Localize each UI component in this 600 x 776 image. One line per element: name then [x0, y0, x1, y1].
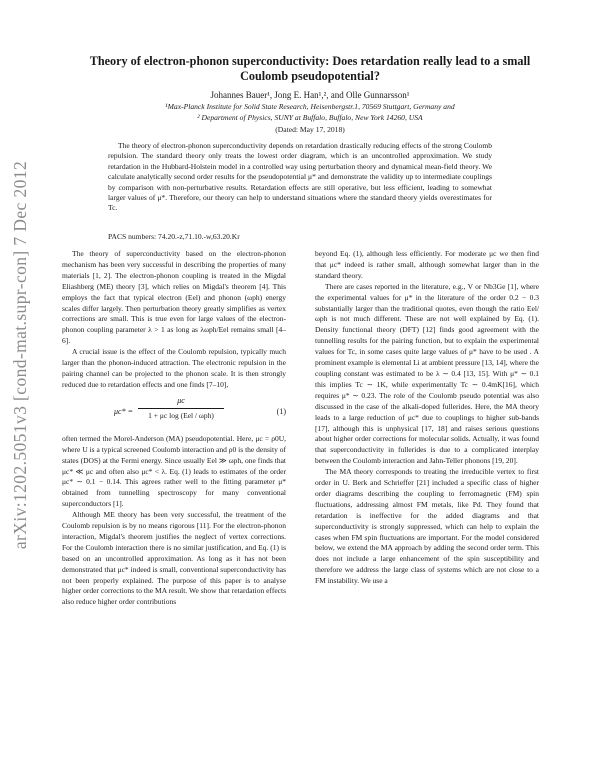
intro-paragraph-1: The theory of superconductivity based on the electron-phonon mechanism has been very successful in describing the properties of many materials [1, 2]. The electron-phonon coupling is treated in the Migdal Eliashberg (ME) theory [3], which relies on Migdal's theorem [4]. This employs the fact that typical electron (Eel) and phonon (ωph) energy scales differ largely. Then perturbation theory greatly simplifies as vertex corrections are small. This is true even for large values of the electron-phonon coupling parameter λ > 1 as long as λωph/Eel remains small [4–6].	[62, 249, 286, 346]
equation-1	[62, 395, 286, 431]
equation-denominator: 1 + μc log (Eel / ωph)	[148, 410, 214, 420]
abstract: The theory of electron-phonon superconductivity depends on retardation drastically reducing effects of the strong Coulomb repulsion. The standard theory only treats the lowest order diagram, which is an uncontrolled approximation. We study retardation in the Hubbard-Holstein model in a controlled way using perturbation theory and dynamical mean-field theory. We calculate analytically second order results for the pseudopotential μ* and demonstrate the validity up to intermediate couplings by comparison with non-perturbative results. Retardation effects are still operative, but less efficient, leading to somewhat larger values of μ*. Therefore, our theory can help to understand situations where the standard theory yields overestimates for Tc.	[108, 141, 492, 213]
left-column	[62, 249, 286, 608]
pacs-numbers: PACS numbers: 74.20.-z,71.10.-w,63.20.Kr	[108, 232, 240, 241]
authors: Johannes Bauer¹, Jong E. Han¹,², and Olle Gunnarsson¹	[210, 90, 410, 100]
affiliations	[60, 101, 560, 123]
equation-fraction	[138, 396, 224, 422]
title-line-2: Coulomb pseudopotential?	[240, 69, 380, 83]
intro-paragraph-6: There are cases reported in the literature, e.g., V or Nb3Ge [1], where the experimental values for μ* in the literature of the order 0.2 − 0.3 substantially larger than the traditional quotes, even though the ratio Eel/ωph is not much different. These are not well explained by Eq. (1). Density functional theory (DFT) [12] finds good agreement with the tunnelling results for the pairing function, but to explain the experimental values for Tc, in some cases quite large values of μ* have to be used . A prominent example is elemental Li at ambient pressure [13, 14], where the coupling constant was estimated to be λ ∼ 0.4 [13, 15]. With μ* ∼ 0.1 this implies Tc ∼ 1K, while experimentally Tc ∼ 0.4mK[16], which requires μ* ∼ 0.23. The role of the Coulomb pseudo potential was also discussed in the case of the alkali-doped fullerides. Here, the MA theory leads to a large reduction of μc* due to couplings to higher sub-bands [17], although this is unphysical [17, 18] and raises serious questions about higher order corrections for molecular solids. Actually, it was found that superconductivity in fullerides is due to a complicated interplay between the Coulomb interaction and Jahn-Teller phonons [19, 20].	[315, 281, 539, 466]
intro-paragraph-2: A crucial issue is the effect of the Coulomb repulsion, typically much larger than the phonon-induced attraction. The electronic repulsion in the pairing channel can be projected to the phonon scale. It is then strongly reduced due to retardation effects and one finds [7–10],	[62, 347, 286, 389]
intro-paragraph-3: often termed the Morel-Anderson (MA) pseudopotential. Here, μc = ρ0U, where U is a typical screened Coulomb interaction and ρ0 is the density of states (DOS) at the Fermi energy. Since usually Eel ≫ ωph, one finds that μc* ≪ μc and often also μc* < λ. Eq. (1) leads to estimates of the order μc* ∼ 0.1 − 0.14. This agrees rather well to the fitting parameter μ* obtained from tunnelling spectroscopy for many conventional superconductors [1].	[62, 433, 286, 509]
intro-paragraph-7: The MA theory corresponds to treating the irreducible vertex to first order in U. Berk and Schrieffer [21] included a specific class of higher order diagrams describing the coupling to ferromagnetic (FM) spin fluctuations, addressing almost FM metals, like Pd. They found that retardation is ineffective for the added diagrams and that superconductivity is strongly suppressed, which can help to explain the cases when FM spin fluctuations are important. For the model considered below, we extend the MA approach by adding the second order term. This does not include a large enhancement of the spin susceptibility and therefore we address the large class of systems which are not close to a FM instability. We use a	[315, 467, 539, 586]
date-line: (Dated: May 17, 2018)	[275, 125, 345, 134]
intro-paragraph-4: Although ME theory has been very successful, the treatment of the Coulomb repulsion is by no means rigorous [11]. For the electron-phonon interaction, Migdal's theorem justifies the neglect of vertex corrections. For the Coulomb interaction there is no similar justification, and Eq. (1) is based on an uncontrolled approximation. As long as it has not been demonstrated that μc* indeed is small, conventional superconductivity has not been properly explained. The purpose of this paper is to analyse higher order corrections to the MA result. We show that retardation effects also reduce higher order contributions	[62, 510, 286, 607]
equation-lhs: μc* =	[114, 406, 133, 416]
paper-title	[60, 54, 560, 84]
equation-numerator: μc	[138, 396, 224, 409]
equation-number: (1)	[276, 406, 286, 416]
right-column	[315, 249, 539, 587]
affiliation-1: ¹Max-Planck Institute for Solid State Research, Heisenbergstr.1, 70569 Stuttgart, Germany and	[165, 102, 455, 111]
title-line-1: Theory of electron-phonon superconductivity: Does retardation really lead to a small	[89, 54, 531, 68]
intro-paragraph-5: beyond Eq. (1), although less efficiently. For moderate μc we then find that μc* indeed is rather small, although somewhat larger than in the standard theory.	[315, 249, 539, 280]
affiliation-2: ² Department of Physics, SUNY at Buffalo, Buffalo, New York 14260, USA	[197, 113, 423, 122]
arxiv-identifier: arXiv:1202.5051v3 [cond-mat.supr-con] 7 Dec 2012	[10, 160, 30, 550]
